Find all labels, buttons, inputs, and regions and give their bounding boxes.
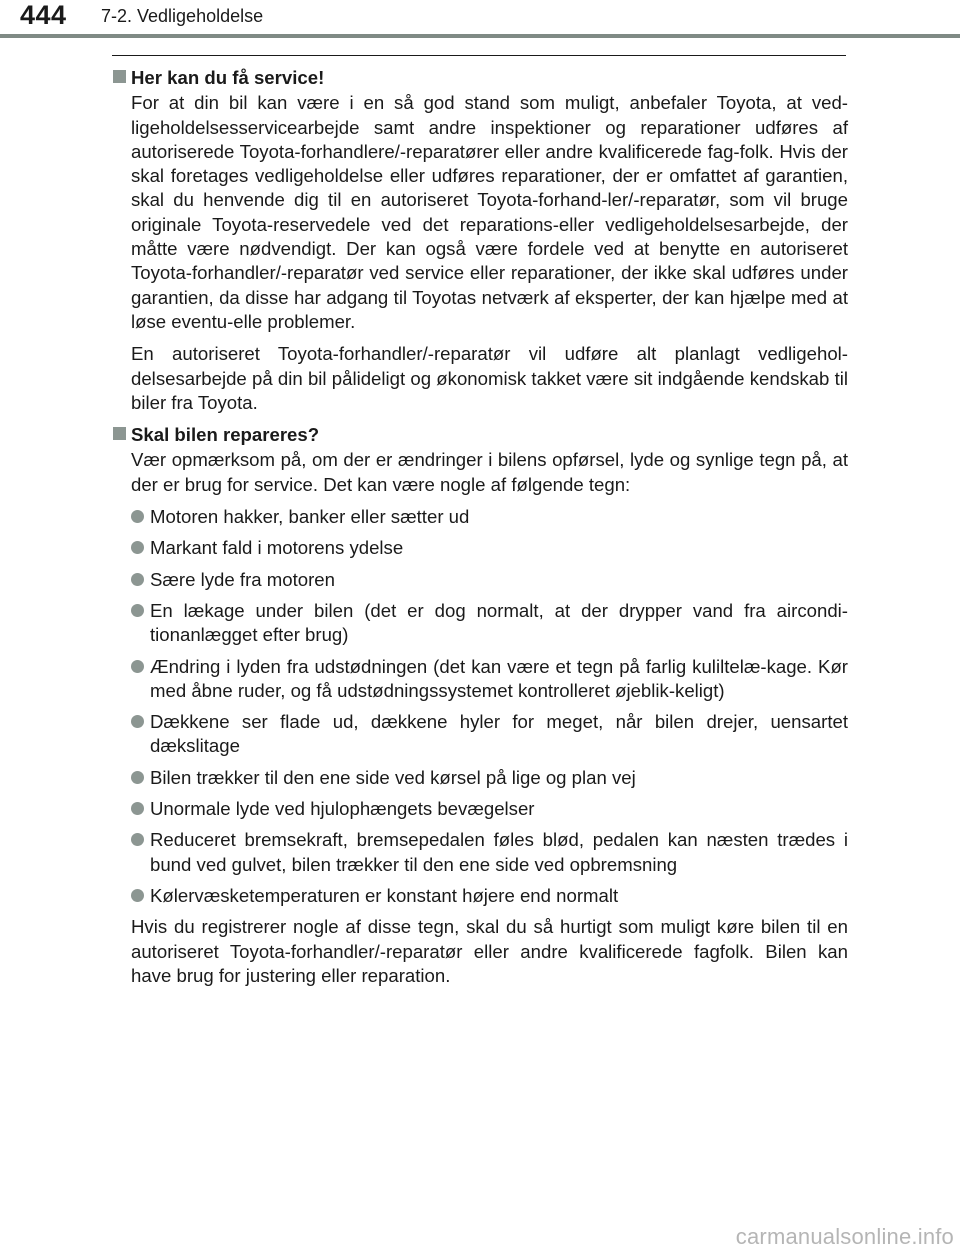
- list-item-text: Ændring i lyden fra udstødningen (det kan være et tegn på farlig kuliltelæ-kage. Kør med åbne ruder, og få udstødningssystemet kontrolleret øjeblik-keligt): [150, 655, 848, 701]
- circle-bullet-icon: [131, 660, 144, 673]
- list-item: [131, 710, 848, 759]
- watermark: carmanualsonline.info: [735, 1224, 954, 1249]
- warning-signs-list: [131, 505, 848, 908]
- list-item: [131, 599, 848, 648]
- circle-bullet-icon: [131, 573, 144, 586]
- section-heading-repair: [112, 423, 848, 447]
- header-rule: [0, 34, 960, 38]
- closing-paragraph: Hvis du registrerer nogle af disse tegn, skal du så hurtigt som muligt køre bilen til en autoriseret Toyota-forhandler/-reparatør eller andre kvalificerede fagfolk. Bilen kan have brug for justering eller reparation.: [131, 916, 848, 986]
- page-header: [0, 0, 960, 40]
- section-heading-service: [112, 66, 848, 90]
- list-item-text: Dækkene ser flade ud, dækkene hyler for meget, når bilen drejer, uensartet dækslitage: [150, 711, 848, 757]
- circle-bullet-icon: [131, 604, 144, 617]
- list-item-text: En lækage under bilen (det er dog normalt, at der drypper vand fra aircondi-tionanlægget efter brug): [150, 599, 848, 646]
- content-divider: [112, 55, 846, 56]
- list-item: [131, 828, 848, 877]
- paragraph: For at din bil kan være i en så god stand som muligt, anbefaler Toyota, at ved-ligeholdelsesservicearbejde samt andre inspektioner og reparationer udføres af autoriserede Toyota-forhandlere/-reparatører eller andre kvalificerede fag-folk. Hvis der skal foretages vedligeholdelse eller udføres reparationer, der er omfattet af garantien, skal du henvende dig til en autoriseret Toyota-forhand-ler/-reparatør, som vil bruge originale Toyota-reservedele ved det reparations-eller vedligeholdelsesarbejde, der måtte være nødvendigt. Der kan også være fordele ved at benytte en autoriseret Toyota-forhandler/-reparatør ved service eller reparationer, der ikke skal udføres under garantien, da disse har adgang til Toyotas netværk af eksperter, der kan hjælpe med at løse eventu-elle problemer.: [131, 92, 848, 332]
- list-item: [131, 797, 848, 821]
- section-heading-text: Her kan du få service!: [131, 67, 325, 88]
- circle-bullet-icon: [131, 771, 144, 784]
- list-item-text: Markant fald i motorens ydelse: [150, 537, 404, 559]
- square-bullet-icon: [113, 70, 126, 83]
- list-item-text: Reduceret bremsekraft, bremsepedalen føles blød, pedalen kan næsten trædes i bund ved gulvet, bilen trækker til den ene side ved opbremsning: [150, 829, 848, 875]
- list-item: [131, 568, 848, 592]
- list-item-text: Unormale lyde ved hjulophængets bevægelser: [150, 798, 535, 820]
- circle-bullet-icon: [131, 541, 144, 554]
- list-item-text: Sære lyde fra motoren: [150, 568, 335, 590]
- paragraph: Vær opmærksom på, om der er ændringer i bilens opførsel, lyde og synlige tegn på, at der er brug for service. Det kan være nogle af følgende tegn:: [131, 449, 848, 495]
- circle-bullet-icon: [131, 802, 144, 815]
- paragraph: En autoriseret Toyota-forhandler/-reparatør vil udføre alt planlagt vedligehol-delsesarbejde på din bil pålideligt og økonomisk takket være sit indgående kendskab til biler fra Toyota.: [131, 343, 848, 413]
- page-content: [112, 66, 848, 996]
- circle-bullet-icon: [131, 889, 144, 902]
- circle-bullet-icon: [131, 833, 144, 846]
- section-heading-text: Skal bilen repareres?: [131, 424, 320, 446]
- circle-bullet-icon: [131, 715, 144, 728]
- circle-bullet-icon: [131, 510, 144, 523]
- list-item-text: Motoren hakker, banker eller sætter ud: [150, 506, 470, 528]
- list-item: [131, 766, 848, 790]
- list-item: [131, 884, 848, 908]
- square-bullet-icon: [113, 427, 126, 440]
- list-item-text: Bilen trækker til den ene side ved kørsel på lige og plan vej: [150, 766, 636, 788]
- page-number: 444: [20, 0, 67, 30]
- list-item: [131, 655, 848, 704]
- chapter-title: 7-2. Vedligeholdelse: [101, 6, 264, 26]
- list-item: [131, 536, 848, 560]
- list-item: [131, 505, 848, 529]
- list-item-text: Kølervæsketemperaturen er konstant højere end normalt: [150, 884, 619, 906]
